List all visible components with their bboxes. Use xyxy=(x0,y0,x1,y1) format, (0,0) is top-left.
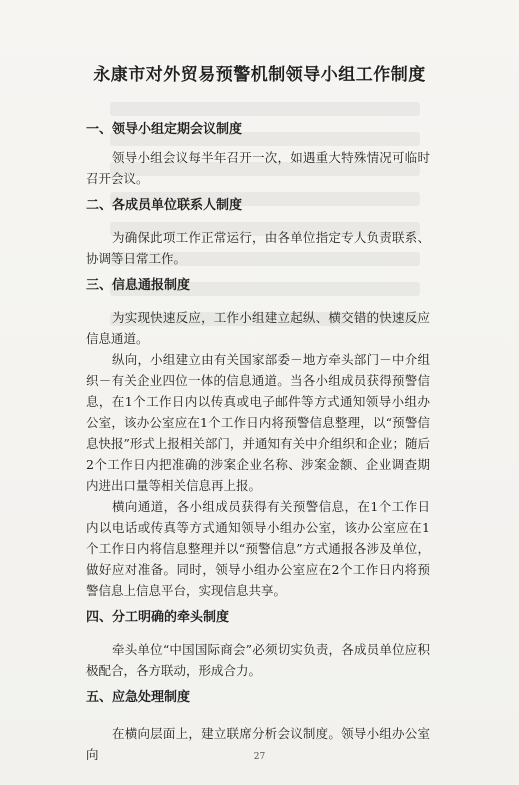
page-title: 永康市对外贸易预警机制领导小组工作制度 xyxy=(93,65,426,85)
section-4-paragraph-1: 牵头单位“中国国际商会”必须切实负责，各成员单位应积极配合，各方联动，形成合力。 xyxy=(86,642,430,678)
section-3-paragraph-2: 纵向，小组建立由有关国家部委－地方牵头部门－中介组织－有关企业四位一体的信息通道。当各小组成员获得预警信息，在1个工作日内以传真或电子邮件等方式通知领导小组办公室，该办公室应在1个工作日内将预警信息整理，以“预警信息快报”形式上报相关部门，并通知有关中介组织和企业；随后2个工作日内把准确的涉案企业名称、涉案金额、企业调查期内进出口量等相关信息再上报。 xyxy=(86,352,430,493)
section-heading-1: 一、领导小组定期会议制度 xyxy=(86,122,243,137)
section-heading-4: 四、分工明确的牵头制度 xyxy=(86,610,230,625)
section-heading-3: 三、信息通报制度 xyxy=(86,278,191,293)
section-3-paragraph-1: 为实现快速反应，工作小组建立起纵、横交错的快速反应信息通道。 xyxy=(86,310,430,346)
section-heading-2: 二、各成员单位联系人制度 xyxy=(86,198,243,213)
section-1-paragraph-1: 领导小组会议每半年召开一次，如遇重大特殊情况可临时召开会议。 xyxy=(86,150,430,186)
section-heading-5: 五、应急处理制度 xyxy=(86,690,191,705)
section-5-paragraph-1: 在横向层面上，建立联席分析会议制度。领导小组办公室向 xyxy=(86,726,430,762)
document-body xyxy=(86,113,430,765)
section-2-paragraph-1: 为确保此项工作正常运行，由各单位指定专人负责联系、协调等日常工作。 xyxy=(86,230,430,266)
page-number: 27 xyxy=(253,752,266,762)
section-3-paragraph-3: 横向通道，各小组成员获得有关预警信息，在1个工作日内以电话或传真等方式通知领导小组办公室，该办公室应在1个工作日内将信息整理并以“预警信息”方式通报各涉及单位，做好应对准备。同时，领导小组办公室应在2个工作日内将预警信息上信息平台，实现信息共享。 xyxy=(86,499,430,598)
spacer xyxy=(86,715,430,723)
